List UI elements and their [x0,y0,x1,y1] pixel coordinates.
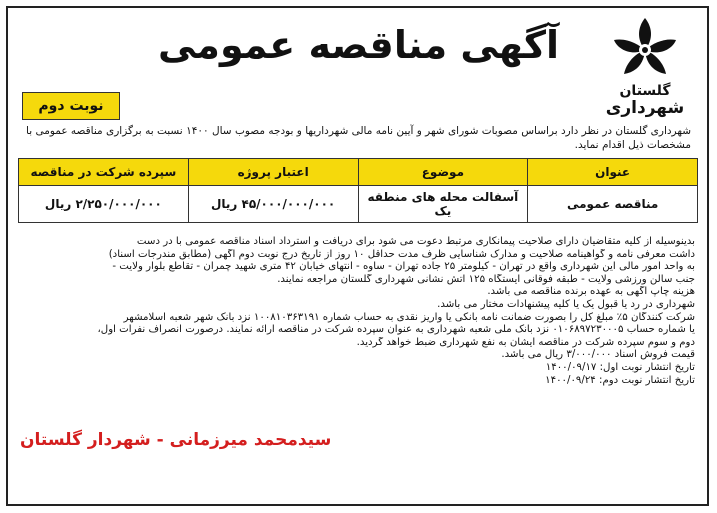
body-line: بدینوسیله از کلیه متقاضیان دارای صلاحیت پیمانکاری مرتبط دعوت می شود برای دریافت و استرداد اسناد مناقصه عمومی با در دست [136,236,695,247]
body-line: یا شماره حساب ۰۱۰۶۸۹۷۲۳۰۰۰۵ نزد بانک ملی شعبه شهرداری به عنوان سپرده شرکت در مناقصه ارائه نمایند. درصورت انصراف نفرات اول، [97,324,695,336]
conditions-text [20,236,695,387]
body-line: شرکت کنندگان ۵٪ مبلغ کل را بصورت ضمانت نامه بانکی یا واریز نقدی به حساب شماره ۱۰۰۸۱۰۳۶۳۱۹۱ نزد بانک شهر شعبه اسلامشهر [123,311,695,323]
header-deposit: سپرده شرکت در مناقصه [19,159,189,186]
page-title: آگهی مناقصه عمومی [157,23,560,67]
body-line: شهرداری در رد یا قبول یک یا کلیه پیشنهادات مختار می باشد. [437,298,695,310]
flower-icon [606,14,684,86]
round-badge: نوبت دوم [22,92,120,120]
cell-title: مناقصه عمومی [528,186,698,223]
body-line: قیمت فروش اسناد ۳/۰۰۰/۰۰۰ ریال می باشد. [501,349,695,361]
intro-paragraph: شهرداری گلستان در نظر دارد براساس مصوبات شورای شهر و آیین نامه مالی شهرداریها و بودجه مصوب سال ۱۴۰۰ نسبت به برگزاری مناقصه عمومی با مشخصات ذیل اقدام نماید. [26,125,691,151]
tender-table [18,158,698,223]
cell-project-budget: ۴۵/۰۰۰/۰۰۰/۰۰۰ ریال [188,186,358,223]
logo-city-name: گلستان [619,83,671,99]
logo-municipality-word: شهرداری [605,98,685,118]
signature: سیدمحمد میرزمانی - شهردار گلستان [20,430,332,450]
cell-subject: آسفالت محله های منطقه یک [358,186,528,223]
body-line: تاریخ انتشار نوبت اول: ۱۴۰۰/۰۹/۱۷ [545,361,695,373]
cell-deposit: ۲/۲۵۰/۰۰۰/۰۰۰ ریال [19,186,189,223]
body-line: هزینه چاپ آگهی به عهده برنده مناقصه می باشد. [487,286,695,298]
header-project-budget: اعتبار پروژه [188,159,358,186]
table-header-row [19,159,698,186]
header-subject: موضوع [358,159,528,186]
body-line: به واحد امور مالی این شهرداری واقع در تهران - کیلومتر ۲۵ جاده تهران - ساوه - انتهای خیابان ۴۲ متری شهید چمران - تقاطع بلوار ولایت - [112,261,695,273]
body-line: دوم و سوم سپرده شرکت در مناقصه ایشان به نفع شهرداری ضبط خواهد گردید. [356,336,695,348]
municipality-logo [589,14,701,122]
body-line: تاریخ انتشار نوبت دوم: ۱۴۰۰/۰۹/۲۴ [545,374,695,386]
header-title: عنوان [528,159,698,186]
body-line: جنب سالن ورزشی ولایت - طبقه فوقانی ایستگاه ۱۲۵ آتش نشانی شهرداری گلستان مراجعه نمایند. [277,273,695,285]
body-line: داشت معرفی نامه و گواهینامه صلاحیت و مدارک شناسایی ظرف مدت حداقل ۱۰ روز از تاریخ درج نوبت دوم آگهی (مطابق مندرجات اسناد) [108,248,695,260]
table-row [19,186,698,223]
